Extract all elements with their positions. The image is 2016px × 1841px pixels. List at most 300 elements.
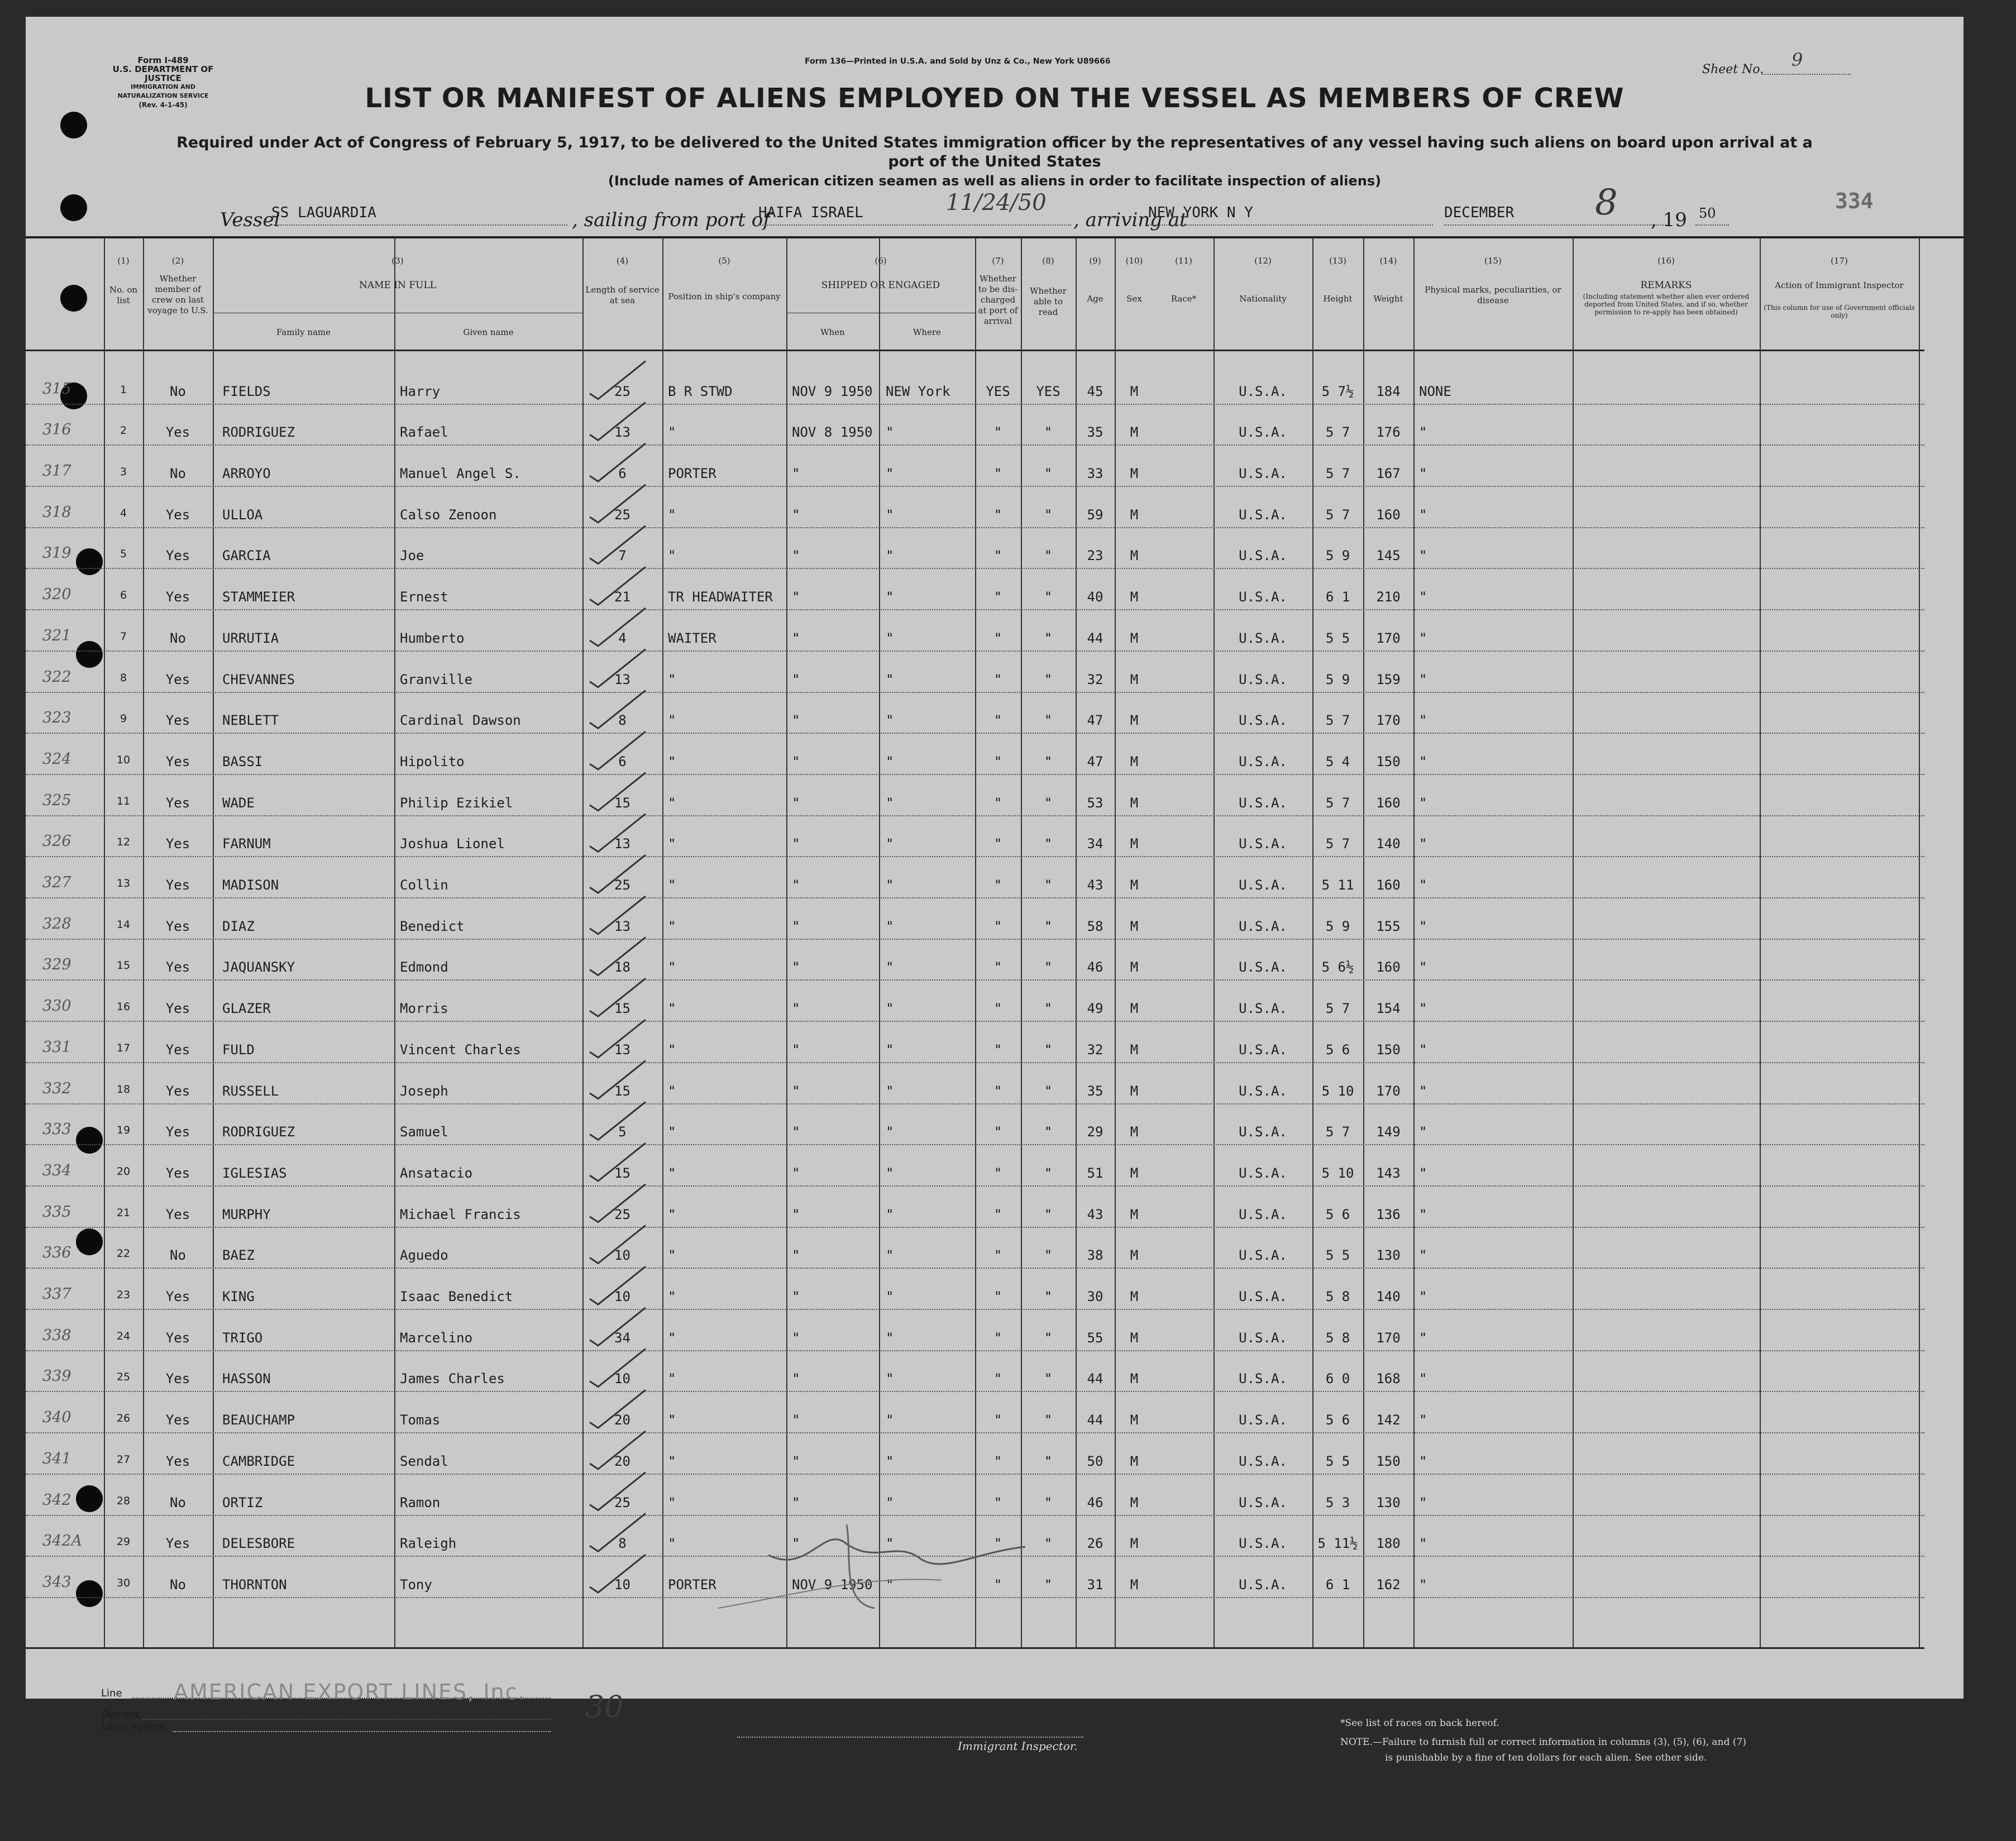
- header-height: Height: [1323, 294, 1353, 304]
- nationality: U.S.A.: [1239, 1083, 1287, 1099]
- family-name: CAMBRIDGE: [222, 1453, 295, 1469]
- height: 5 10: [1321, 1165, 1354, 1181]
- crew-last-voyage: Yes: [165, 959, 190, 976]
- check-mark: [590, 443, 646, 481]
- handwritten-date: 11/24/50: [946, 190, 1047, 216]
- able-to-read: ": [1044, 671, 1053, 687]
- physical-marks: ": [1419, 795, 1427, 811]
- shipped-when: NOV 8 1950: [792, 424, 873, 441]
- position: ": [668, 1083, 676, 1099]
- age: 40: [1087, 589, 1103, 605]
- shipped-when: ": [792, 1536, 800, 1552]
- height: 5 7½: [1321, 383, 1354, 399]
- crew-last-voyage: Yes: [165, 1536, 190, 1552]
- physical-marks: ": [1419, 1289, 1427, 1305]
- crew-last-voyage: No: [170, 1494, 186, 1510]
- length-of-service: 13: [614, 836, 630, 852]
- position: ": [668, 1041, 676, 1058]
- nationality: U.S.A.: [1239, 424, 1287, 441]
- shipped-when: ": [792, 1494, 800, 1510]
- given-name: Ramon: [400, 1494, 441, 1510]
- nationality: U.S.A.: [1239, 1536, 1287, 1552]
- discharged: ": [993, 1083, 1002, 1099]
- sex: M: [1130, 548, 1139, 564]
- family-name: BEAUCHAMP: [222, 1412, 295, 1428]
- sex: M: [1130, 713, 1139, 729]
- age: 43: [1087, 1206, 1103, 1222]
- weight: 140: [1376, 836, 1401, 852]
- column-number: (7): [992, 256, 1004, 266]
- age: 35: [1087, 424, 1103, 441]
- weight: 160: [1376, 795, 1401, 811]
- able-to-read: ": [1044, 1576, 1053, 1593]
- column-number: (15): [1484, 256, 1502, 266]
- check-mark: [590, 485, 646, 523]
- nationality: U.S.A.: [1239, 466, 1287, 482]
- discharged: ": [993, 1412, 1002, 1428]
- nationality: U.S.A.: [1239, 1165, 1287, 1181]
- header-race: Race*: [1171, 294, 1197, 304]
- height: 5 3: [1325, 1494, 1350, 1510]
- position: ": [668, 836, 676, 852]
- shipped-when: ": [792, 1412, 800, 1428]
- check-mark: [590, 649, 646, 687]
- family-name: BASSI: [222, 753, 263, 769]
- physical-marks: ": [1419, 1041, 1427, 1058]
- row-number: 4: [120, 506, 127, 519]
- column-number: (9): [1089, 256, 1101, 266]
- crew-last-voyage: Yes: [165, 1289, 190, 1305]
- length-of-service: 13: [614, 424, 630, 441]
- crew-last-voyage: Yes: [165, 836, 190, 852]
- margin-number: 323: [42, 709, 71, 727]
- height: 5 7: [1325, 1124, 1350, 1140]
- check-mark: [590, 1390, 646, 1428]
- margin-number: 335: [42, 1203, 71, 1221]
- header-physical: Physical marks, peculiarities, or disease: [1425, 285, 1561, 305]
- check-mark: [590, 773, 646, 811]
- check-mark: [590, 402, 646, 440]
- shipped-where: ": [886, 630, 894, 646]
- shipped-when: ": [792, 1001, 800, 1017]
- row-number: 17: [116, 1041, 131, 1054]
- crew-last-voyage: Yes: [165, 1330, 190, 1346]
- margin-number: 338: [42, 1326, 71, 1344]
- shipped-when: ": [792, 630, 800, 646]
- line-label: Line: [101, 1687, 122, 1699]
- header-shipped: SHIPPED OR ENGAGED: [821, 280, 940, 291]
- shipped-when: ": [792, 1083, 800, 1099]
- physical-marks: ": [1419, 959, 1427, 976]
- family-name: FULD: [222, 1041, 255, 1058]
- length-of-service: 10: [614, 1371, 630, 1387]
- sex: M: [1130, 1247, 1139, 1264]
- row-number: 27: [116, 1453, 131, 1466]
- able-to-read: ": [1044, 753, 1053, 769]
- weight: 149: [1376, 1124, 1401, 1140]
- height: 5 10: [1321, 1083, 1354, 1099]
- shipped-when: ": [792, 548, 800, 564]
- row-number: 3: [120, 466, 127, 479]
- sex: M: [1130, 1371, 1139, 1387]
- family-name: RUSSELL: [222, 1083, 279, 1099]
- able-to-read: ": [1044, 1247, 1053, 1264]
- row-number: 9: [120, 713, 127, 725]
- nationality: U.S.A.: [1239, 1041, 1287, 1058]
- shipped-where: ": [886, 713, 894, 729]
- shipped-when: ": [792, 795, 800, 811]
- length-of-service: 21: [614, 589, 630, 605]
- height: 5 6: [1325, 1041, 1350, 1058]
- family-name: RODRIGUEZ: [222, 1124, 295, 1140]
- length-of-service: 15: [614, 1001, 630, 1017]
- column-number: (12): [1254, 256, 1272, 266]
- given-name: Joseph: [400, 1083, 448, 1099]
- margin-number: 318: [42, 503, 71, 521]
- column-number: (6): [875, 256, 887, 266]
- position: ": [668, 877, 676, 893]
- age: 47: [1087, 713, 1103, 729]
- height: 5 9: [1325, 918, 1350, 934]
- length-of-service: 20: [614, 1412, 630, 1428]
- check-mark: [590, 526, 646, 564]
- physical-marks: ": [1419, 1165, 1427, 1181]
- shipped-when: ": [792, 589, 800, 605]
- arriving-port: NEW YORK N Y: [1148, 204, 1253, 221]
- row-number: 7: [120, 630, 127, 643]
- given-name: Calso Zenoon: [400, 506, 497, 523]
- row-number: 6: [120, 589, 127, 602]
- row-number: 14: [116, 918, 131, 931]
- check-mark: [590, 1184, 646, 1222]
- margin-number: 342A: [42, 1532, 83, 1550]
- length-of-service: 25: [614, 1494, 630, 1510]
- sex: M: [1130, 1165, 1139, 1181]
- height: 6 1: [1325, 589, 1350, 605]
- family-name: ULLOA: [222, 506, 263, 523]
- age: 32: [1087, 671, 1103, 687]
- check-mark: [590, 1061, 646, 1099]
- weight: 159: [1376, 671, 1401, 687]
- able-to-read: ": [1044, 1536, 1053, 1552]
- shipped-when: ": [792, 1124, 800, 1140]
- shipped-where: ": [886, 1124, 894, 1140]
- discharged: ": [993, 1247, 1002, 1264]
- arriving-label: , arriving at: [1073, 209, 1187, 231]
- physical-marks: ": [1419, 1206, 1427, 1222]
- age: 26: [1087, 1536, 1103, 1552]
- age: 44: [1087, 1412, 1103, 1428]
- nationality: U.S.A.: [1239, 836, 1287, 852]
- discharged: ": [993, 1001, 1002, 1017]
- length-of-service: 20: [614, 1453, 630, 1469]
- discharged: ": [993, 1536, 1002, 1552]
- shipped-when: ": [792, 1453, 800, 1469]
- header-remarks: REMARKS: [1640, 280, 1692, 291]
- physical-marks: NONE: [1419, 383, 1451, 399]
- weight: 176: [1376, 424, 1401, 441]
- form-id: Form I-489: [137, 55, 189, 65]
- crew-last-voyage: Yes: [165, 1041, 190, 1058]
- discharged: ": [993, 1330, 1002, 1346]
- position: TR HEADWAITER: [668, 589, 773, 605]
- given-name: Benedict: [400, 918, 465, 934]
- check-mark: [590, 814, 646, 852]
- length-of-service: 8: [618, 1536, 627, 1552]
- column-number: (4): [616, 256, 629, 266]
- position: ": [668, 1165, 676, 1181]
- length-of-service: 25: [614, 506, 630, 523]
- row-number: 16: [116, 1001, 131, 1013]
- margin-number: 316: [42, 421, 71, 439]
- crew-last-voyage: Yes: [165, 671, 190, 687]
- row-number: 15: [116, 959, 131, 972]
- vessel-name: SS LAGUARDIA: [271, 204, 376, 221]
- height: 5 6: [1325, 1206, 1350, 1222]
- position: PORTER: [668, 466, 716, 482]
- height: 5 7: [1325, 466, 1350, 482]
- shipped-where: ": [886, 959, 894, 976]
- age: 30: [1087, 1289, 1103, 1305]
- height: 5 11: [1321, 877, 1354, 893]
- length-of-service: 13: [614, 1041, 630, 1058]
- age: 45: [1087, 383, 1103, 399]
- nationality: U.S.A.: [1239, 1453, 1287, 1469]
- position: ": [668, 959, 676, 976]
- discharged: ": [993, 506, 1002, 523]
- able-to-read: ": [1044, 548, 1053, 564]
- crew-last-voyage: Yes: [165, 548, 190, 564]
- age: 43: [1087, 877, 1103, 893]
- height: 5 7: [1325, 713, 1350, 729]
- shipped-when: NOV 9 1950: [792, 383, 873, 399]
- physical-marks: ": [1419, 1371, 1427, 1387]
- discharged: ": [993, 1371, 1002, 1387]
- physical-marks: ": [1419, 1330, 1427, 1346]
- inspector-signature: [768, 1539, 1025, 1564]
- position: ": [668, 753, 676, 769]
- shipped-where: ": [886, 1576, 894, 1593]
- given-name: Humberto: [400, 630, 465, 646]
- nationality: U.S.A.: [1239, 1247, 1287, 1264]
- position: ": [668, 1494, 676, 1510]
- discharged: ": [993, 671, 1002, 687]
- shipped-when: ": [792, 671, 800, 687]
- discharged: ": [993, 1041, 1002, 1058]
- weight: 155: [1376, 918, 1401, 934]
- margin-number: 315: [42, 380, 71, 398]
- given-name: Tomas: [400, 1412, 441, 1428]
- check-mark: [590, 1143, 646, 1181]
- shipped-where: ": [886, 1330, 894, 1346]
- column-number: (2): [171, 256, 184, 266]
- header-where: Where: [913, 327, 941, 337]
- family-name: MURPHY: [222, 1206, 271, 1222]
- position: ": [668, 424, 676, 441]
- owners-label: Owners: [101, 1709, 140, 1720]
- position: ": [668, 1371, 676, 1387]
- row-number: 18: [116, 1083, 131, 1096]
- length-of-service: 6: [618, 466, 627, 482]
- weight: 160: [1376, 506, 1401, 523]
- header-whether-member: Whether member of crew on last voyage to U.S.: [147, 274, 208, 315]
- row-number: 13: [116, 877, 131, 890]
- shipped-when: ": [792, 1206, 800, 1222]
- given-name: Michael Francis: [400, 1206, 521, 1222]
- length-of-service: 25: [614, 877, 630, 893]
- shipped-where: ": [886, 1206, 894, 1222]
- height: 5 5: [1325, 1453, 1350, 1469]
- shipped-where: ": [886, 1371, 894, 1387]
- nationality: U.S.A.: [1239, 671, 1287, 687]
- crew-last-voyage: No: [170, 1247, 186, 1264]
- sex: M: [1130, 466, 1139, 482]
- weight: 170: [1376, 713, 1401, 729]
- length-of-service: 15: [614, 1083, 630, 1099]
- age: 58: [1087, 918, 1103, 934]
- discharged: ": [993, 1494, 1002, 1510]
- able-to-read: ": [1044, 1289, 1053, 1305]
- able-to-read: ": [1044, 1083, 1053, 1099]
- discharged: ": [993, 918, 1002, 934]
- given-name: Raleigh: [400, 1536, 457, 1552]
- weight: 184: [1376, 383, 1401, 399]
- nationality: U.S.A.: [1239, 548, 1287, 564]
- length-of-service: 6: [618, 753, 627, 769]
- sex: M: [1130, 383, 1139, 399]
- header-length-service: Length of service at sea: [585, 285, 660, 305]
- nationality: U.S.A.: [1239, 1001, 1287, 1017]
- shipped-where: ": [886, 1001, 894, 1017]
- given-name: Marcelino: [400, 1330, 473, 1346]
- family-name: KING: [222, 1289, 255, 1305]
- sex: M: [1130, 753, 1139, 769]
- crew-last-voyage: Yes: [165, 918, 190, 934]
- able-to-read: ": [1044, 1206, 1053, 1222]
- shipped-where: ": [886, 466, 894, 482]
- shipped-where: ": [886, 1083, 894, 1099]
- row-number: 21: [116, 1206, 131, 1219]
- crew-last-voyage: Yes: [165, 1206, 190, 1222]
- age: 50: [1087, 1453, 1103, 1469]
- physical-marks: ": [1419, 877, 1427, 893]
- physical-marks: ": [1419, 506, 1427, 523]
- crew-last-voyage: No: [170, 383, 186, 399]
- given-name: Isaac Benedict: [400, 1289, 513, 1305]
- shipped-when: ": [792, 1371, 800, 1387]
- position: ": [668, 1330, 676, 1346]
- margin-number: 324: [42, 750, 71, 768]
- length-of-service: 7: [618, 548, 627, 564]
- shipped-when: ": [792, 713, 800, 729]
- header-remarks-note: (Including statement whether alien ever ordered deported from United States, and if so, whether permission to re-apply has been obtained): [1583, 293, 1750, 316]
- able-to-read: ": [1044, 1371, 1053, 1387]
- height: 5 9: [1325, 548, 1350, 564]
- given-name: Morris: [400, 1001, 448, 1017]
- check-mark: [590, 608, 646, 646]
- weight: 142: [1376, 1412, 1401, 1428]
- crew-last-voyage: Yes: [165, 1453, 190, 1469]
- row-number: 24: [116, 1330, 131, 1342]
- able-to-read: ": [1044, 836, 1053, 852]
- length-of-service: 13: [614, 671, 630, 687]
- margin-number: 340: [42, 1409, 71, 1427]
- check-mark: [590, 1102, 646, 1140]
- able-to-read: ": [1044, 1494, 1053, 1510]
- crew-last-voyage: Yes: [165, 1165, 190, 1181]
- year-prefix: , 19: [1651, 209, 1687, 231]
- able-to-read: ": [1044, 877, 1053, 893]
- header-age: Age: [1087, 294, 1103, 304]
- shipped-where: ": [886, 589, 894, 605]
- weight: 167: [1376, 466, 1401, 482]
- family-name: ARROYO: [222, 466, 271, 482]
- age: 33: [1087, 466, 1103, 482]
- note-fine: is punishable by a fine of ten dollars for each alien. See other side.: [1385, 1752, 1707, 1763]
- age: 53: [1087, 795, 1103, 811]
- margin-number: 325: [42, 791, 71, 809]
- given-name: Edmond: [400, 959, 448, 976]
- shipped-when: ": [792, 1289, 800, 1305]
- check-mark: [590, 1225, 646, 1263]
- nationality: U.S.A.: [1239, 1371, 1287, 1387]
- header-name-in-full: NAME IN FULL: [359, 280, 437, 291]
- height: 5 7: [1325, 795, 1350, 811]
- shipped-when: ": [792, 1165, 800, 1181]
- shipped-when: ": [792, 959, 800, 976]
- physical-marks: ": [1419, 424, 1427, 441]
- column-number: (14): [1379, 256, 1397, 266]
- check-mark: [590, 1349, 646, 1387]
- sailing-port: HAIFA ISRAEL: [758, 204, 863, 221]
- column-number: (3): [391, 256, 404, 266]
- position: ": [668, 1453, 676, 1469]
- sex: M: [1130, 1289, 1139, 1305]
- sex: M: [1130, 836, 1139, 852]
- age: 29: [1087, 1124, 1103, 1140]
- sex: M: [1130, 918, 1139, 934]
- row-number: 30: [116, 1576, 131, 1589]
- check-marks: [26, 17, 1964, 1699]
- physical-marks: ": [1419, 1124, 1427, 1140]
- family-name: GARCIA: [222, 548, 271, 564]
- weight: 160: [1376, 959, 1401, 976]
- note-races: *See list of races on back hereof.: [1340, 1718, 1499, 1729]
- height: 5 5: [1325, 1247, 1350, 1264]
- inspector-label: Immigrant Inspector.: [958, 1739, 1078, 1753]
- discharged: ": [993, 548, 1002, 564]
- row-number: 22: [116, 1247, 131, 1260]
- position: ": [668, 1206, 676, 1222]
- shipped-where: ": [886, 506, 894, 523]
- family-name: THORNTON: [222, 1576, 287, 1593]
- able-to-read: ": [1044, 589, 1053, 605]
- department: U.S. DEPARTMENT OF JUSTICE: [112, 64, 214, 83]
- row-number: 28: [116, 1494, 131, 1507]
- sex: M: [1130, 795, 1139, 811]
- margin-number: 341: [42, 1450, 71, 1467]
- shipped-where: ": [886, 1041, 894, 1058]
- able-to-read: ": [1044, 795, 1053, 811]
- height: 5 6: [1325, 1412, 1350, 1428]
- shipped-where: ": [886, 548, 894, 564]
- able-to-read: ": [1044, 1001, 1053, 1017]
- family-name: HASSON: [222, 1371, 271, 1387]
- crew-last-voyage: No: [170, 466, 186, 482]
- age: 38: [1087, 1247, 1103, 1264]
- nationality: U.S.A.: [1239, 753, 1287, 769]
- able-to-read: ": [1044, 466, 1053, 482]
